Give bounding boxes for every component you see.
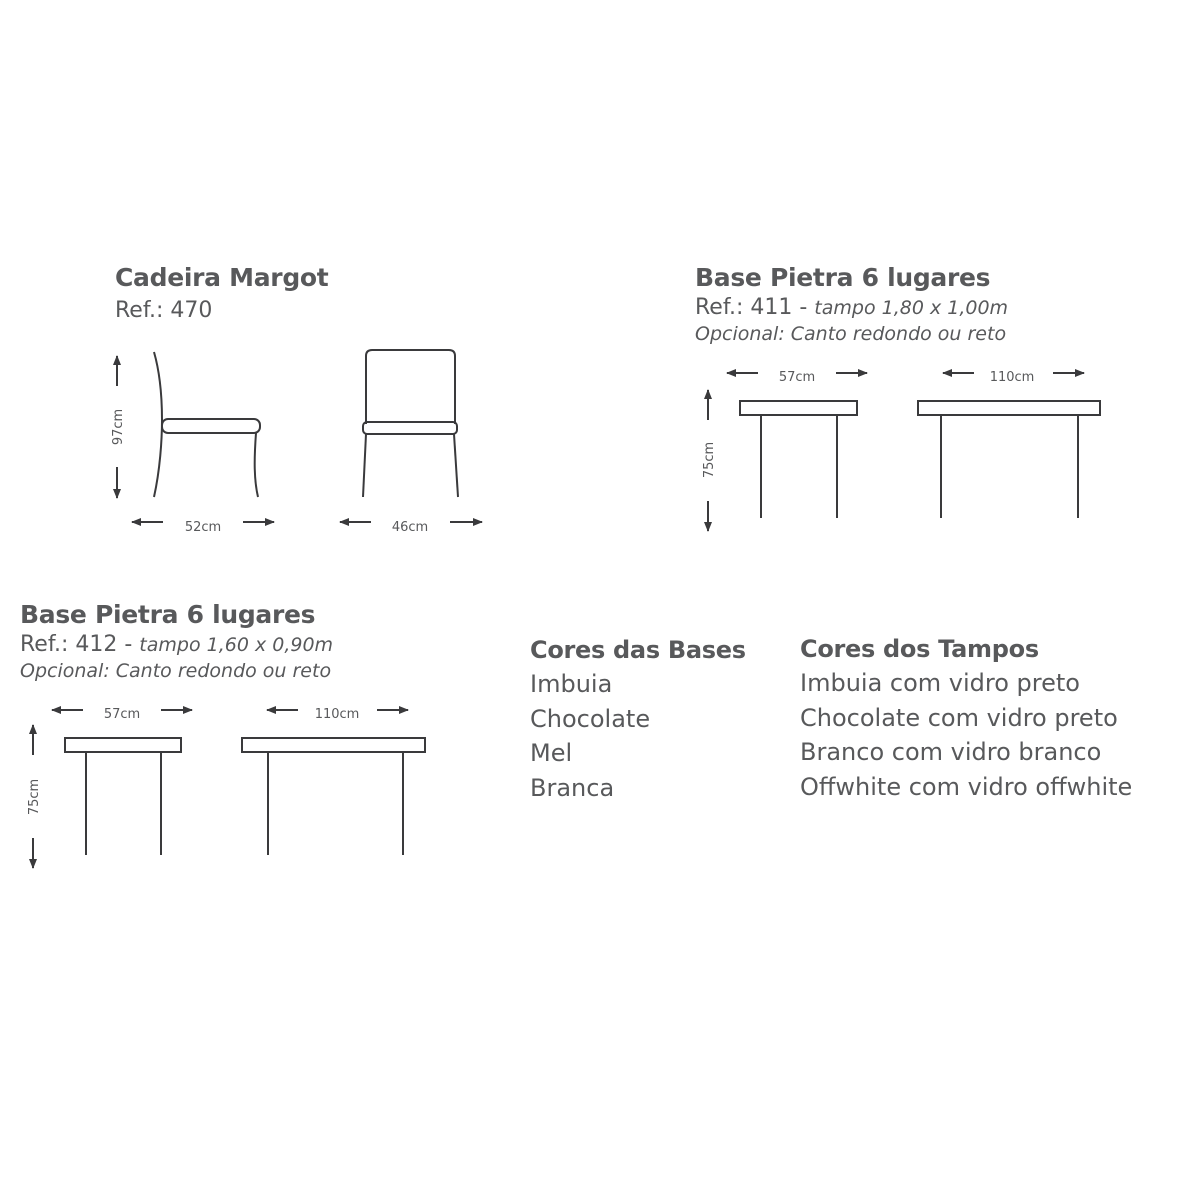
- top-color-item: Chocolate com vidro preto: [800, 703, 1118, 732]
- top-color-item: Branco com vidro branco: [800, 738, 1102, 766]
- chair-height-dimension: [111, 356, 126, 498]
- table-411-title: Base Pietra 6 lugares: [695, 263, 991, 292]
- table-411-height-dimension: [702, 390, 717, 531]
- chair-height-label: 97cm: [111, 408, 126, 446]
- top-color-item: Imbuia com vidro preto: [800, 669, 1080, 697]
- table-411-ref-detail: tampo 1,80 x 1,00m: [814, 297, 1009, 319]
- table-411-ref: [695, 294, 1008, 322]
- table-412-ref-number: Ref.: 412 -: [20, 632, 140, 657]
- table-412-side-view: [65, 738, 181, 855]
- base-color-item: Mel: [530, 739, 573, 767]
- chair-width-label: 46cm: [391, 520, 429, 535]
- table-411-ref-number: Ref.: 411 -: [695, 295, 815, 320]
- chair-front-view: [363, 350, 458, 497]
- table-411-front-view: [918, 401, 1100, 518]
- table-412-front-view: [242, 738, 425, 855]
- table-411-side-dimension: [727, 370, 867, 385]
- table-412-height-label: 75cm: [27, 778, 42, 816]
- table-411-side-view: [740, 401, 857, 518]
- table-411-header: [695, 262, 1008, 346]
- table-412-title: Base Pietra 6 lugares: [20, 600, 316, 629]
- table-411-front-dimension: [943, 370, 1084, 385]
- table-412-header: [20, 599, 333, 683]
- chair-title: Cadeira Margot: [115, 263, 329, 292]
- top-color-item: Offwhite com vidro offwhite: [800, 772, 1133, 801]
- base-color-item: Imbuia: [530, 670, 613, 698]
- table-411-front-label: 110cm: [989, 370, 1035, 385]
- table-412-front-label: 110cm: [314, 707, 360, 722]
- top-colors-list: [800, 632, 1132, 804]
- chair-depth-label: 52cm: [184, 520, 222, 535]
- chair-ref: Ref.: 470: [115, 298, 213, 323]
- top-colors-title: Cores dos Tampos: [800, 635, 1039, 663]
- base-color-item: Chocolate: [530, 704, 651, 733]
- table-412-side-label: 57cm: [103, 707, 141, 722]
- chair-side-view: [154, 352, 260, 497]
- base-color-item: Branca: [530, 773, 615, 802]
- table-412-height-dimension: [27, 725, 42, 868]
- base-colors-title: Cores das Bases: [530, 636, 746, 664]
- table-412-optional: Opcional: Canto redondo ou reto: [20, 660, 332, 682]
- table-412-front-dimension: [267, 707, 408, 722]
- table-412-ref: [20, 631, 333, 659]
- base-colors-list: [530, 633, 746, 805]
- chair-width-dimension: [340, 520, 482, 535]
- table-412-ref-detail: tampo 1,60 x 0,90m: [139, 634, 334, 656]
- table-412-side-dimension: [52, 707, 192, 722]
- table-411-side-label: 57cm: [778, 370, 816, 385]
- table-411-optional: Opcional: Canto redondo ou reto: [695, 323, 1007, 345]
- table-411-height-label: 75cm: [702, 441, 717, 479]
- chair-header: [115, 262, 328, 325]
- chair-depth-dimension: [132, 520, 274, 535]
